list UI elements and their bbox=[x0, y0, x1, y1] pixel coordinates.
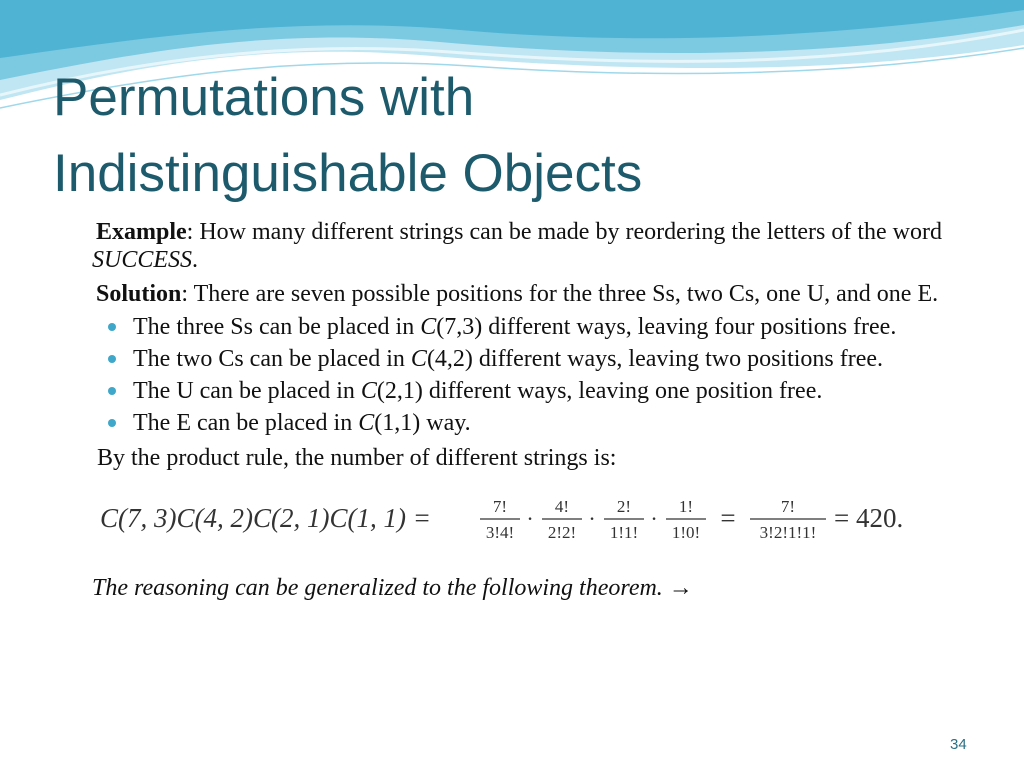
example-paragraph bbox=[92, 218, 962, 274]
fraction-4-numerator: 1! bbox=[678, 497, 694, 516]
bullet-dot-icon bbox=[108, 387, 116, 395]
slide-content bbox=[92, 218, 962, 626]
formula-result: = 420. bbox=[834, 503, 904, 533]
solution-label: Solution bbox=[96, 281, 182, 307]
product-rule-text: By the product rule, the number of different strings is: bbox=[97, 445, 617, 471]
svg-text:·: · bbox=[650, 506, 658, 531]
bullet-dot-icon bbox=[108, 355, 116, 363]
fraction-5-numerator: 7! bbox=[780, 497, 796, 516]
generalization-text: The reasoning can be generalized to the following theorem. → bbox=[92, 575, 693, 601]
example-text: : How many different strings can be made by reordering the letters of the word bbox=[186, 219, 942, 245]
fraction-1-numerator: 7! bbox=[492, 497, 508, 516]
formula-equals: = bbox=[720, 503, 736, 533]
example-word: SUCCESS bbox=[92, 247, 193, 273]
slide-title bbox=[53, 60, 953, 212]
title-line-1: Permutations with bbox=[53, 68, 475, 127]
bullet-dot-icon bbox=[108, 419, 116, 427]
bullet-dot-icon bbox=[108, 323, 116, 331]
example-label: Example bbox=[96, 219, 187, 245]
svg-text:·: · bbox=[526, 506, 534, 531]
fraction-2-numerator: 4! bbox=[554, 497, 570, 516]
fraction-3-numerator: 2! bbox=[616, 497, 632, 516]
solution-bullets bbox=[92, 314, 962, 436]
bullet-item: The two Cs can be placed in C(4,2) different ways, leaving two positions free. bbox=[92, 346, 962, 372]
bullet-item: The E can be placed in C(1,1) way. bbox=[92, 410, 962, 436]
fraction-3-denominator: 1!1! bbox=[609, 523, 639, 542]
title-line-2: Indistinguishable Objects bbox=[53, 144, 643, 203]
fraction-4-denominator: 1!0! bbox=[671, 523, 701, 542]
fraction-2-denominator: 2!2! bbox=[547, 523, 577, 542]
solution-text: : There are seven possible positions for the three Ss, two Cs, one U, and one E. bbox=[181, 281, 939, 307]
svg-text:·: · bbox=[588, 506, 596, 531]
bullet-item: The U can be placed in C(2,1) different ways, leaving one position free. bbox=[92, 378, 962, 404]
formula-lhs: C(7, 3)C(4, 2)C(2, 1)C(1, 1) = bbox=[100, 503, 431, 533]
example-end: . bbox=[192, 247, 199, 273]
fraction-5-denominator: 3!2!1!1! bbox=[759, 523, 817, 542]
bullet-item: The three Ss can be placed in C(7,3) different ways, leaving four positions free. bbox=[92, 314, 962, 340]
permutation-formula bbox=[100, 492, 930, 548]
solution-paragraph bbox=[92, 280, 962, 308]
page-number: 34 bbox=[950, 736, 967, 753]
fraction-1-denominator: 3!4! bbox=[485, 523, 515, 542]
